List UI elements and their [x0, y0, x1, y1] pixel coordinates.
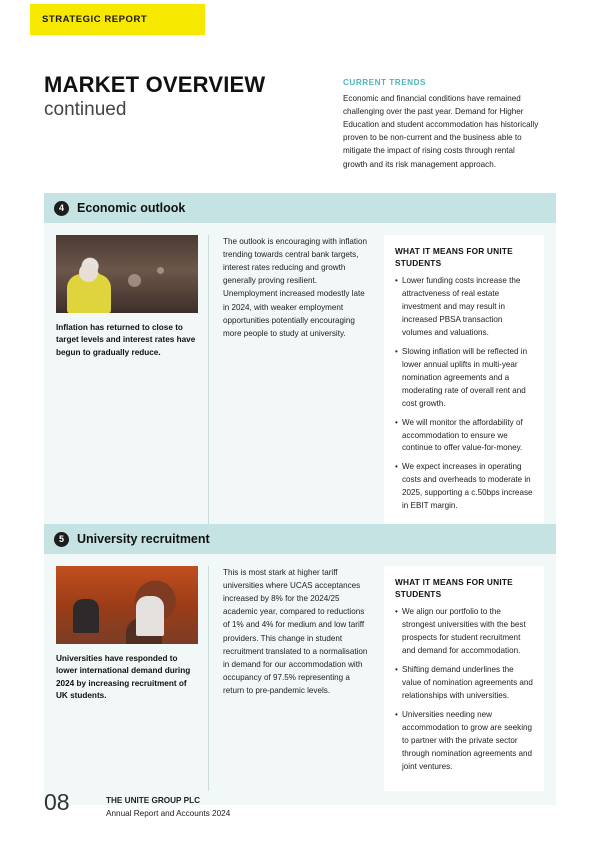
section-media-column: [56, 235, 208, 531]
footer-company: THE UNITE GROUP PLC: [106, 796, 201, 806]
page-title: [44, 72, 324, 123]
section-media-column: [56, 566, 208, 791]
what-it-means-heading: WHAT IT MEANS FOR UNITE STUDENTS: [395, 577, 513, 599]
section-economic-outlook: [44, 193, 556, 545]
current-trends-body: Economic and financial conditions have remained challenging over the past year. Demand for Higher Education and student accommodation has historically proven to be non-current and the business able to mitigate the impact of rising costs through rental growth and its risk management approach.: [343, 94, 539, 169]
page-number: 08: [44, 789, 70, 816]
what-it-means-list: [395, 275, 533, 513]
section-text: This is most stark at higher tariff universities where UCAS acceptances increased by 8% for the 2024/25 academic year, compared to reductions of 1% and 4% for medium and low tariff providers. This change in student recruitment translated to a normalisation in demand for our accommodation with occupancy of 97.5% representing a return to pre-pandemic levels.: [208, 566, 384, 791]
section-body: [44, 223, 556, 545]
section-number-badge: 4: [54, 201, 69, 216]
what-it-means-heading: WHAT IT MEANS FOR UNITE STUDENTS: [395, 246, 513, 268]
photo-student-with-mask: [56, 235, 198, 313]
what-it-means-box: [384, 566, 544, 791]
list-item: • Lower funding costs increase the attractveness of real estate investment and may result in increased PBSA transaction volumes and valuations.: [395, 275, 533, 340]
list-item: • Slowing inflation will be reflected in lower annual uplifts in multi-year nomination agreements and a moderating rate of overall rent and cost growth.: [395, 346, 533, 411]
page-title-sub: continued: [44, 99, 127, 121]
photo-caption: Inflation has returned to close to target levels and interest rates have begun to gradually reduce.: [56, 323, 196, 357]
list-item: • We align our portfolio to the strongest universities with the best prospects for student recruitment and demand for accommodation.: [395, 606, 533, 658]
list-item: • We expect increases in operating costs and overheads to moderate in 2025, supporting a c.50bps increase in EBIT margin.: [395, 461, 533, 513]
footer-document: Annual Report and Accounts 2024: [106, 808, 231, 818]
current-trends-block: [343, 78, 541, 171]
page-title-main: MARKET OVERVIEW: [44, 72, 266, 97]
what-it-means-box: [384, 235, 544, 531]
section-title: University recruitment: [77, 532, 210, 546]
section-number-badge: 5: [54, 532, 69, 547]
photo-students-in-cafe: [56, 566, 198, 644]
section-title: Economic outlook: [77, 201, 186, 215]
section-university-recruitment: [44, 524, 556, 805]
section-header: [44, 193, 556, 223]
strategic-report-label: STRATEGIC REPORT: [42, 14, 148, 25]
strategic-report-tag: [30, 4, 205, 35]
list-item: • Universities needing new accommodation to grow are seeking to partner with the private sector through nomination agreements and joint ventures.: [395, 709, 533, 774]
photo-caption: Universities have responded to lower international demand during 2024 by increasing recruitment of UK students.: [56, 654, 191, 701]
section-text: The outlook is encouraging with inflation trending towards central bank targets, interest rates reducing and growth generally proving resilient. Unemployment increased modestly late in 2024, with weaker employment opportunities potentially encouraging more people to study at university.: [208, 235, 384, 531]
section-body: [44, 554, 556, 805]
footer-text: [106, 791, 230, 820]
list-item: • Shifting demand underlines the value of nomination agreements and relationships with universities.: [395, 664, 533, 703]
current-trends-heading: CURRENT TRENDS: [343, 78, 426, 87]
list-item: • We will monitor the affordability of accommodation to ensure we continue to offer value-for-money.: [395, 417, 533, 456]
section-header: [44, 524, 556, 554]
page-footer: [44, 791, 556, 820]
what-it-means-list: [395, 606, 533, 773]
